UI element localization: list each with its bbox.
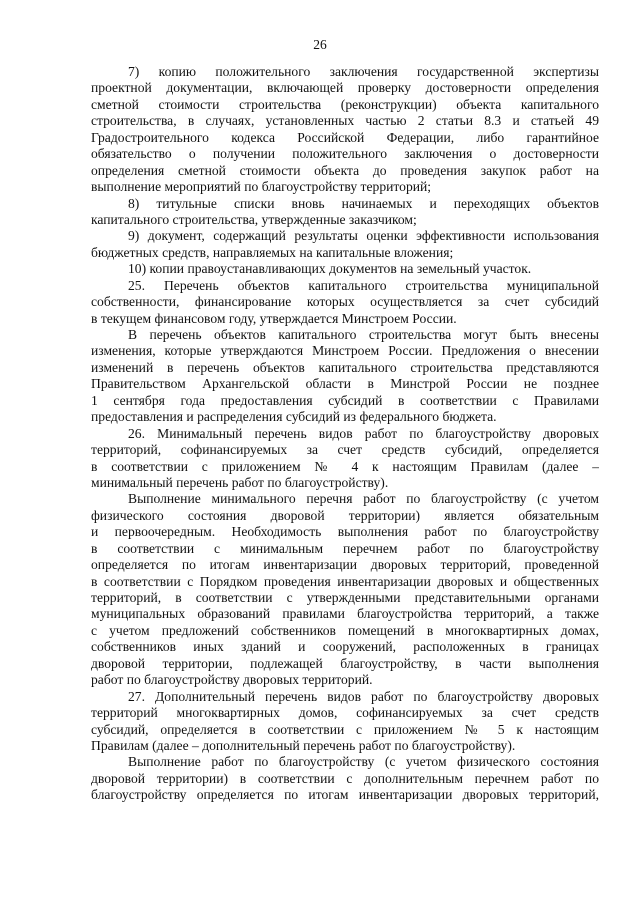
text-line: определяется по итогам инвентаризации дворовых территорий, проведенной: [91, 557, 599, 573]
text-line: Градостроительного кодекса Российской Федерации, либо гарантийное: [91, 129, 599, 145]
text-line: территорий, софинансируемых за счет средств субсидий, определяется: [91, 442, 599, 458]
text-line: предоставления и распределения субсидий из федерального бюджета.: [91, 409, 497, 425]
text-line: работ по благоустройству дворовых территорий.: [91, 672, 373, 688]
text-line: собственников иных зданий и сооружений, расположенных в границах: [91, 639, 599, 655]
text-line: 26. Минимальный перечень видов работ по благоустройству дворовых: [128, 425, 599, 441]
text-line: минимальный перечень работ по благоустройству).: [91, 474, 389, 490]
text-line: определения сметной стоимости объекта до проведения закупок работ на: [91, 162, 599, 178]
text-line: физического состояния дворовой территории) является обязательным: [91, 507, 599, 523]
text-line: Правилам (далее – дополнительный перечень работ по благоустройству).: [91, 737, 516, 753]
text-line: собственности, финансирование которых осуществляется за счет субсидий: [91, 294, 599, 310]
text-line: 27. Дополнительный перечень видов работ по благоустройству дворовых: [128, 688, 599, 704]
text-line: изменения, которые утверждаются Минстроем России. Предложения о внесении: [91, 343, 599, 359]
text-line: капитального строительства, утвержденные заказчиком;: [91, 211, 417, 227]
text-line: территорий многоквартирных домов, софинансируемых за счет средств: [91, 705, 599, 721]
text-line: Выполнение минимального перечня работ по благоустройству (с учетом: [128, 491, 599, 507]
text-line: 1 сентября года предоставления субсидий в соответствии с Правилами: [91, 392, 599, 408]
text-line: в текущем финансовом году, утверждается Минстроем России.: [91, 310, 457, 326]
document-body: [91, 64, 599, 804]
text-line: Правительством Архангельской области в Минстрой России не позднее: [91, 376, 599, 392]
text-line: изменений в перечень объектов капитального строительства представляются: [91, 359, 599, 375]
text-line: обязательство о получении положительного заключения о достоверности: [91, 146, 599, 162]
text-line: Выполнение работ по благоустройству (с учетом физического состояния: [128, 754, 599, 770]
page-number: 26: [313, 37, 327, 52]
text-line: бюджетных средств, направляемых на капитальные вложения;: [91, 244, 454, 260]
text-line: в соответствии с приложением № 4 к настоящим Правилам (далее –: [91, 458, 599, 474]
text-line: В перечень объектов капитального строительства могут быть внесены: [128, 327, 599, 342]
text-line: строительства, в случаях, установленных частью 2 статьи 8.3 и статьей 49: [91, 113, 599, 129]
text-line: субсидий, определяется в соответствии с приложением № 5 к настоящим: [91, 721, 599, 737]
text-line: дворовой территории) в соответствии с дополнительным перечнем работ по: [91, 770, 599, 786]
text-line: дворовой территории, подлежащей благоустройству, в части выполнения: [91, 655, 599, 671]
text-line: в соответствии с Порядком проведения инвентаризации дворовых и общественных: [91, 573, 599, 589]
text-line: и первоочередным. Необходимость выполнения работ по благоустройству: [91, 524, 599, 540]
text-line: 25. Перечень объектов капитального строительства муниципальной: [128, 277, 599, 293]
text-line: с учетом предложений собственников помещений в многоквартирных домах,: [91, 622, 599, 638]
text-line: 7) копию положительного заключения государственной экспертизы: [128, 64, 599, 79]
text-line: в соответствии с минимальным перечнем работ по благоустройству: [91, 540, 599, 556]
text-line: муниципальных образований правилами благоустройства территорий, а также: [91, 606, 599, 622]
text-line: выполнение мероприятий по благоустройству территорий;: [91, 179, 432, 195]
text-line: 10) копии правоустанавливающих документов на земельный участок.: [128, 261, 532, 277]
text-line: проектной документации, включающей проверку достоверности определения: [91, 80, 599, 96]
text-line: территорий, в соответствии с утвержденными представительными органами: [91, 590, 599, 605]
text-line: благоустройству определяется по итогам инвентаризации дворовых территорий,: [91, 787, 599, 803]
text-line: сметной стоимости строительства (реконструкции) объекта капитального: [91, 96, 599, 112]
text-line: 9) документ, содержащий результаты оценки эффективности использования: [128, 228, 599, 244]
text-line: 8) титульные списки вновь начинаемых и переходящих объектов: [128, 195, 599, 211]
